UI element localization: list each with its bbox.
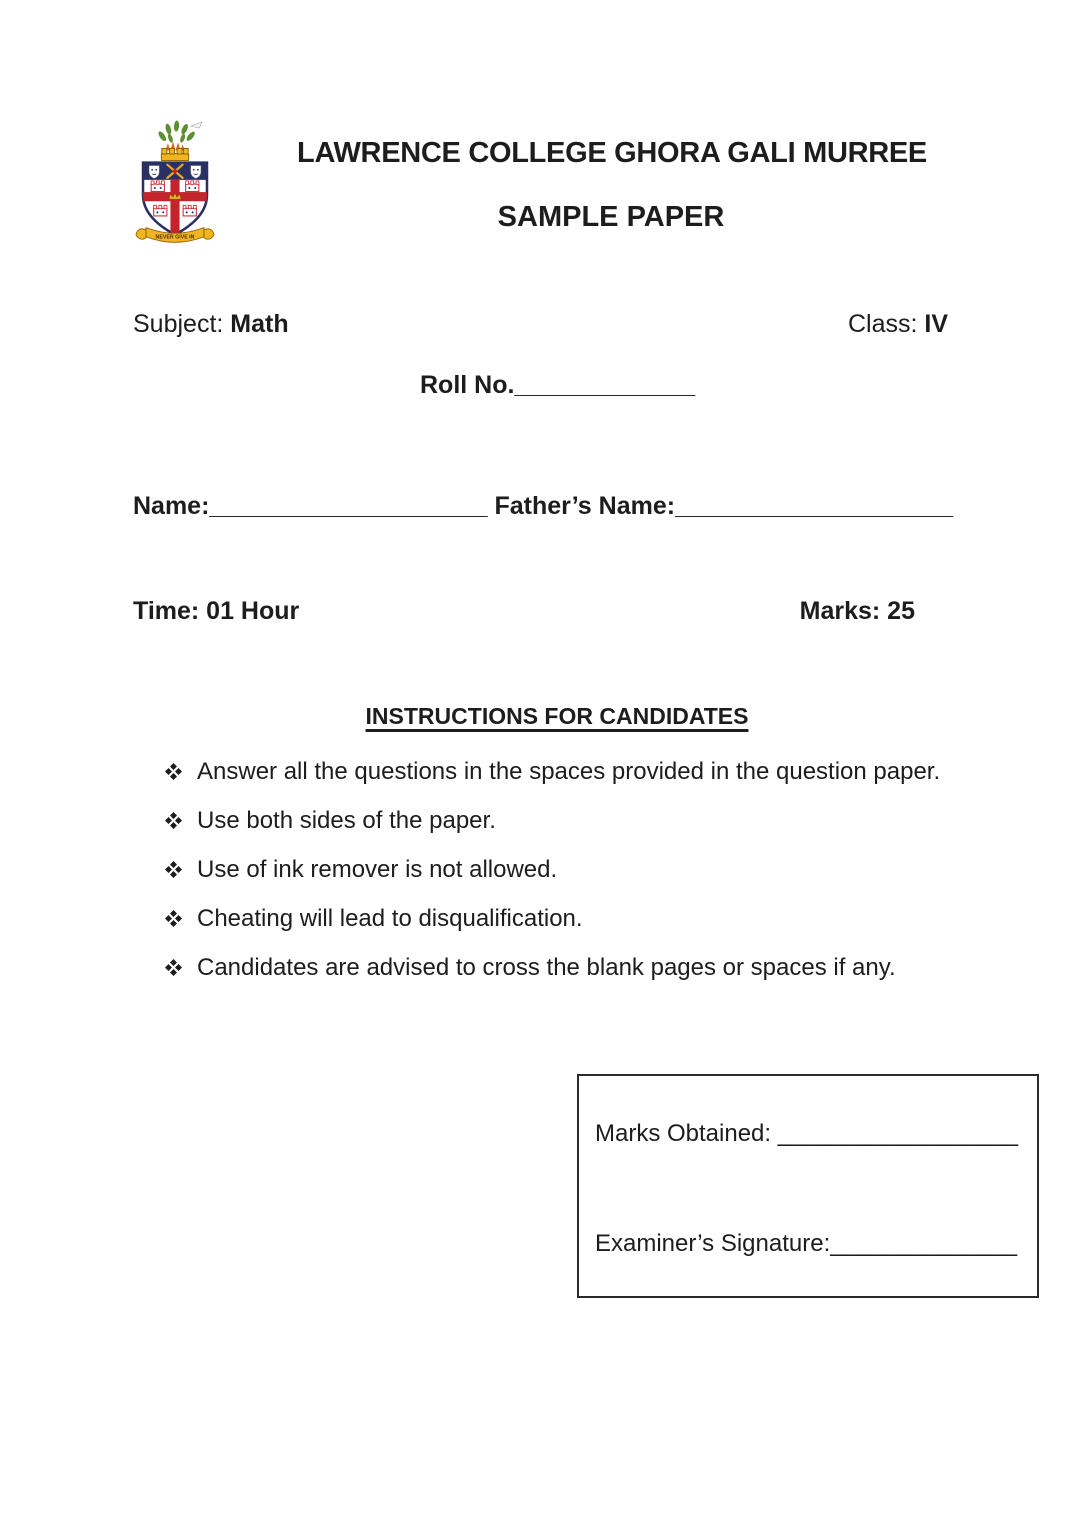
examiner-signature-label: Examiner’s Signature:	[595, 1230, 831, 1257]
instruction-text: Use of ink remover is not allowed.	[197, 856, 558, 883]
instruction-item	[165, 856, 1065, 883]
instructions-list	[165, 758, 1065, 1003]
subject-value: Math	[230, 310, 289, 338]
college-crest	[131, 120, 219, 254]
diamond-bullet-icon	[165, 763, 182, 780]
father-name-label: Father’s Name:	[487, 492, 676, 520]
instruction-text: Candidates are advised to cross the blank pages or spaces if any.	[197, 954, 896, 981]
instruction-item	[165, 758, 1065, 785]
roll-no-blank: _____________	[514, 371, 696, 399]
class-value: IV	[924, 310, 948, 338]
class-label: Class:	[847, 310, 925, 338]
roll-no-line	[420, 371, 695, 400]
name-label: Name:	[133, 492, 210, 520]
marks-obtained-label: Marks Obtained:	[595, 1120, 778, 1147]
father-name-blank: ____________________	[675, 492, 954, 520]
instruction-text: Use both sides of the paper.	[197, 807, 496, 834]
diamond-bullet-icon	[165, 910, 182, 927]
marks-label: Marks: 25	[799, 597, 915, 625]
subject-line	[133, 310, 289, 339]
examiner-signature-line	[595, 1230, 1017, 1258]
instruction-item	[165, 807, 1065, 834]
result-box	[577, 1074, 1039, 1298]
examiner-signature-blank: ______________	[830, 1230, 1018, 1257]
instruction-item	[165, 954, 1065, 981]
diamond-bullet-icon	[165, 959, 182, 976]
class-line	[848, 310, 948, 339]
name-blank: ____________________	[209, 492, 488, 520]
time-label: Time: 01 Hour	[133, 597, 300, 625]
marks-obtained-line	[595, 1120, 1018, 1148]
diamond-bullet-icon	[165, 861, 182, 878]
college-crest-icon	[131, 120, 219, 254]
instruction-text: Cheating will lead to disqualification.	[197, 905, 583, 932]
instruction-text: Answer all the questions in the spaces provided in the question paper.	[197, 758, 941, 785]
paper-type-title: SAMPLE PAPER	[497, 201, 725, 233]
marks-obtained-blank: __________________	[777, 1120, 1019, 1147]
instruction-item	[165, 905, 1065, 932]
name-line	[133, 492, 953, 521]
college-name-title: LAWRENCE COLLEGE GHORA GALI MURREE	[297, 137, 927, 169]
diamond-bullet-icon	[165, 812, 182, 829]
roll-no-label: Roll No.	[420, 371, 515, 399]
instructions-heading: INSTRUCTIONS FOR CANDIDATES	[365, 703, 749, 729]
subject-label: Subject:	[133, 310, 231, 338]
crest-motto-text: NEVER GIVE IN	[155, 234, 195, 241]
